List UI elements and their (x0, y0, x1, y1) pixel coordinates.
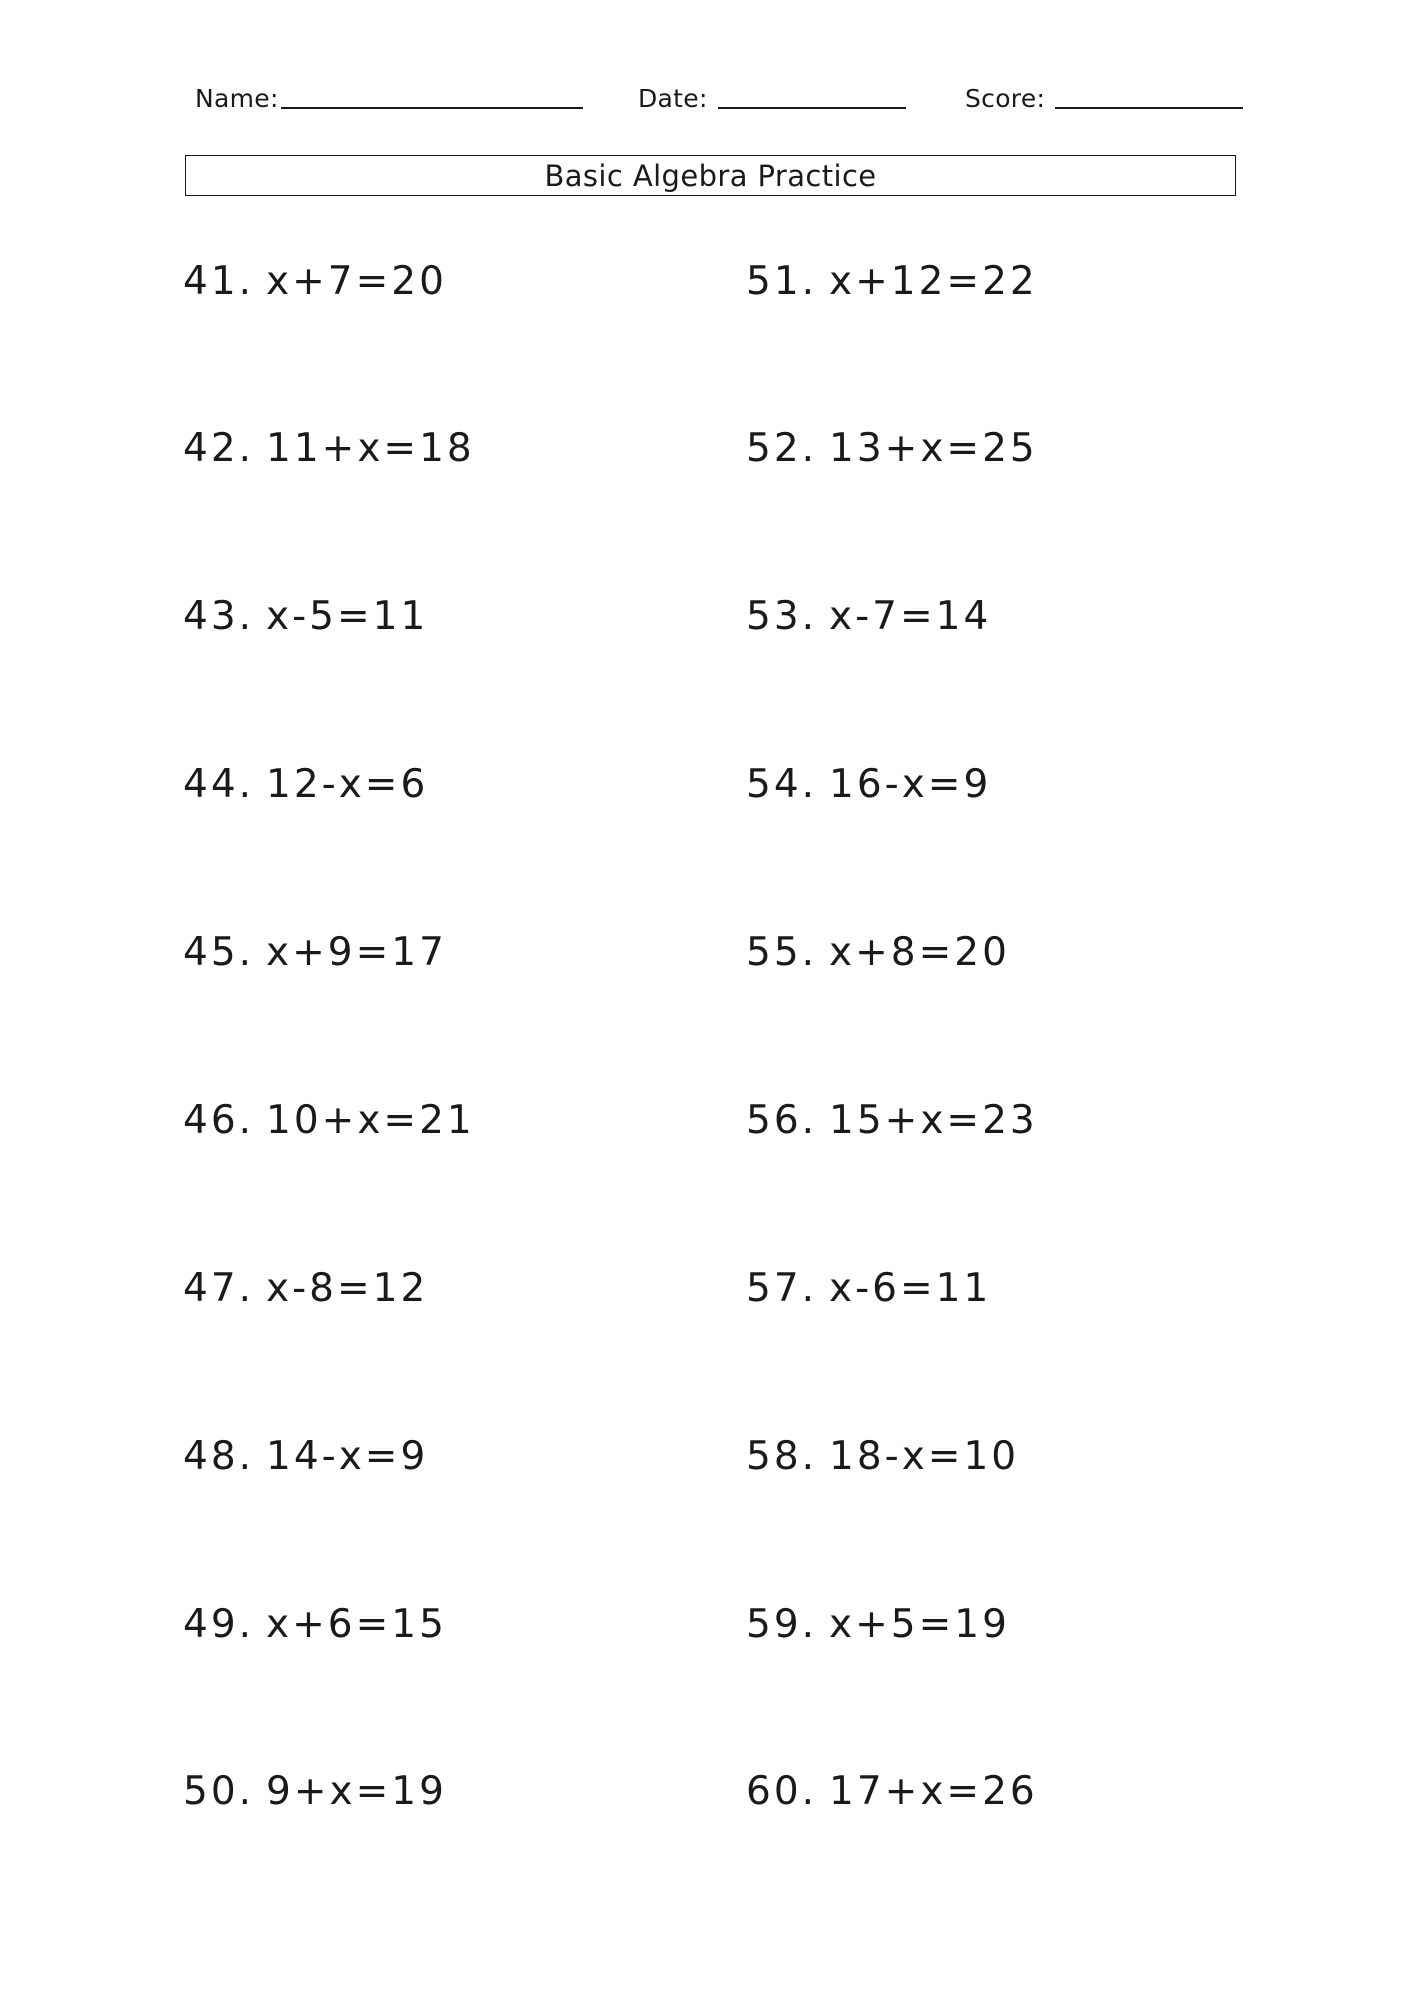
problem-equation: x-8=12 (266, 1266, 429, 1311)
problem-item (746, 426, 1038, 471)
problem-equation: 11+x=18 (266, 426, 475, 471)
problem-equation: 13+x=25 (829, 426, 1038, 471)
problem-number: 42. (183, 426, 255, 471)
score-blank-line (1055, 106, 1243, 109)
problem-number: 52. (746, 426, 818, 471)
problem-number: 57. (746, 1266, 818, 1311)
problem-item (746, 259, 1038, 304)
problem-item (746, 1098, 1038, 1143)
problem-item (183, 594, 429, 639)
problem-item (746, 594, 992, 639)
header-fields (195, 84, 1240, 120)
problem-number: 46. (183, 1098, 255, 1143)
problem-number: 48. (183, 1434, 255, 1479)
problem-item (183, 762, 429, 807)
problem-item (746, 1266, 992, 1311)
date-field (638, 84, 906, 113)
problem-number: 41. (183, 259, 255, 304)
problem-equation: 15+x=23 (829, 1098, 1038, 1143)
problem-item (183, 426, 475, 471)
score-label: Score: (965, 84, 1046, 113)
problem-item (746, 762, 992, 807)
problem-equation: 16-x=9 (829, 762, 992, 807)
problem-number: 51. (746, 259, 818, 304)
problem-item (183, 1266, 429, 1311)
problem-equation: x+12=22 (829, 259, 1038, 304)
problem-equation: 10+x=21 (266, 1098, 475, 1143)
problem-equation: 14-x=9 (266, 1434, 429, 1479)
problem-number: 55. (746, 930, 818, 975)
score-field (965, 84, 1243, 113)
problem-equation: x-5=11 (266, 594, 429, 639)
problem-equation: x-7=14 (829, 594, 992, 639)
date-blank-line (718, 106, 906, 109)
problem-item (746, 1769, 1038, 1814)
problem-number: 45. (183, 930, 255, 975)
problem-item (183, 930, 447, 975)
problem-item (183, 1434, 429, 1479)
problem-equation: x+7=20 (266, 259, 447, 304)
name-field (195, 84, 583, 113)
problem-item (746, 1434, 1020, 1479)
problem-equation: 9+x=19 (266, 1769, 447, 1814)
problem-number: 60. (746, 1769, 818, 1814)
problem-number: 44. (183, 762, 255, 807)
problem-number: 50. (183, 1769, 255, 1814)
problem-equation: x-6=11 (829, 1266, 992, 1311)
name-blank-line (281, 106, 583, 109)
problem-item (183, 1098, 475, 1143)
problem-number: 43. (183, 594, 255, 639)
problem-item (183, 1769, 447, 1814)
problem-number: 54. (746, 762, 818, 807)
problem-number: 49. (183, 1602, 255, 1647)
problem-equation: 12-x=6 (266, 762, 429, 807)
name-label: Name: (195, 84, 279, 113)
problem-number: 47. (183, 1266, 255, 1311)
problem-equation: 18-x=10 (829, 1434, 1020, 1479)
date-label: Date: (638, 84, 708, 113)
problem-equation: 17+x=26 (829, 1769, 1038, 1814)
problem-number: 59. (746, 1602, 818, 1647)
problem-item (746, 1602, 1010, 1647)
problem-item (183, 1602, 447, 1647)
problem-equation: x+5=19 (829, 1602, 1010, 1647)
problem-equation: x+8=20 (829, 930, 1010, 975)
worksheet-title: Basic Algebra Practice (185, 155, 1236, 196)
problem-item (746, 930, 1010, 975)
problem-equation: x+6=15 (266, 1602, 447, 1647)
problem-number: 53. (746, 594, 818, 639)
problem-item (183, 259, 447, 304)
problem-equation: x+9=17 (266, 930, 447, 975)
problem-number: 56. (746, 1098, 818, 1143)
problem-number: 58. (746, 1434, 818, 1479)
